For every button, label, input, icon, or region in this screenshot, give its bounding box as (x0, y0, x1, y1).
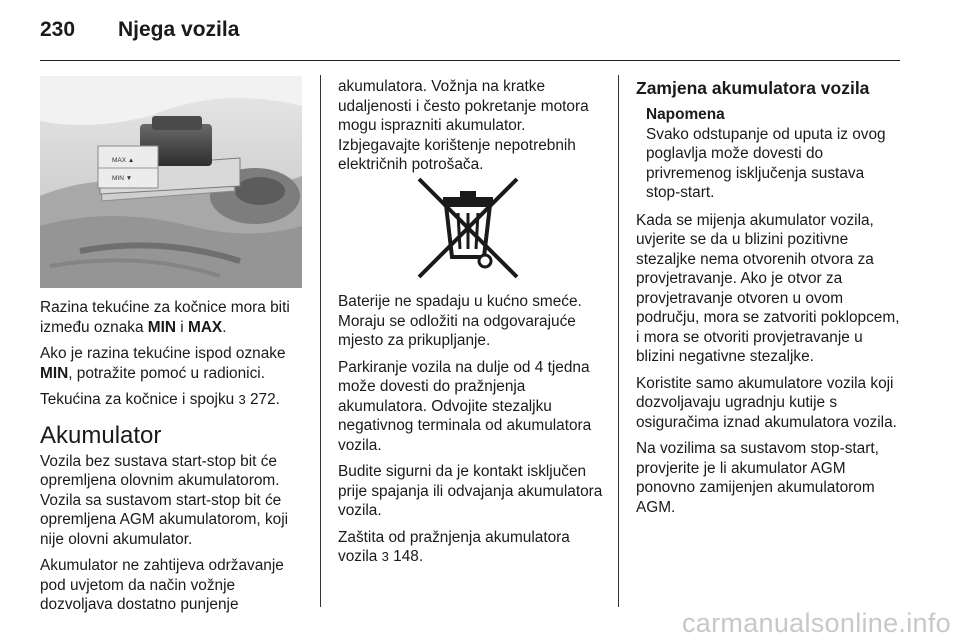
photo-caption: Razina tekućine za kočnice mora biti između oznaka MIN i MAX. (40, 299, 290, 336)
max-mark-label: MAX ▲ (112, 157, 135, 164)
column-2-lower (338, 292, 604, 574)
column-1 (40, 298, 306, 622)
column-3 (636, 77, 902, 524)
disposal-paragraph: Baterije ne spadaju u kućno smeće. Moraju se odložiti na odgovarajuće mjesto za prikupljanje. (338, 293, 582, 349)
ignition-paragraph: Budite sigurni da je kontakt isključen prije spajanja ili odvajanja akumulatora vozila. (338, 463, 603, 519)
discharge-paragraph: akumulatora. Vožnja na kratke udaljenosti i često pokretanje motora mogu isprazniti akumulator. (338, 78, 589, 134)
page-number: 230 (40, 18, 76, 41)
fluid-low-paragraph: Ako je razina tekućine ispod oznake MIN, potražite pomoć u radionici. (40, 345, 286, 382)
parking-paragraph: Parkiranje vozila na dulje od 4 tjedna može dovesti do pražnjenja akumulatora. Odvojite stezaljku negativnog terminala od akumulatora vozila. (338, 358, 592, 454)
protection-cross-reference: Zaštita od pražnjenja akumulatora vozila 3 148. (338, 528, 570, 565)
replacement-paragraph: Kada se mijenja akumulator vozila, uvjerite se da u blizini pozitivne stezaljke nema otvorenih otvora za provjetravanje. Ako je otvor za provjetravanje otvoren u ovom području, mora se zatvoriti poklopcem, i mora se otvoriti provjetravanje u blizini negativne stezaljke. (636, 211, 900, 365)
note-text: Svako odstupanje od uputa iz ovog poglavlja može dovesti do privremenog isključenja sustava stop-start. (646, 125, 886, 201)
subsection-title: Zamjena akumulatora vozila (636, 78, 870, 98)
maintenance-paragraph: Akumulator ne zahtijeva održavanje pod uvjetom da način vožnje dozvoljava dostatno punjenje (40, 557, 284, 613)
page-header (40, 14, 900, 54)
brake-fluid-reservoir-photo (40, 76, 302, 288)
page-title: Njega vozila (118, 18, 240, 41)
arrow-icon: 3 (381, 549, 389, 564)
section-title: Akumulator (40, 421, 162, 449)
note-box (636, 105, 902, 203)
crossed-out-bin-icon (413, 175, 523, 281)
min-mark-label: MIN ▼ (112, 175, 133, 182)
battery-type-paragraph: Vozila bez sustava start-stop bit će opremljena olovnim akumulatorom. Vozila sa sustavom start-stop bit će opremljena AGM akumulatorom, koji nije olovni akumulator. (40, 452, 289, 548)
column-divider-2 (618, 75, 619, 607)
header-divider (40, 60, 900, 61)
column-divider-1 (320, 75, 321, 607)
consumers-paragraph: Izbjegavajte korištenje nepotrebnih električnih potrošača. (338, 136, 576, 173)
watermark: carmanualsonline.info (682, 608, 951, 638)
fluid-cross-reference: Tekućina za kočnice i spojku 3 272. (40, 391, 280, 408)
fusebox-paragraph: Koristite samo akumulatore vozila koji dozvoljavaju ugradnju kutije s osiguračima iznad akumulatora vozila. (636, 374, 897, 431)
agm-paragraph: Na vozilima sa sustavom stop-start, provjerite je li akumulator AGM ponovno zamijenjen akumulatorom AGM. (636, 440, 879, 516)
note-title: Napomena (646, 106, 725, 123)
arrow-icon: 3 (238, 392, 246, 407)
column-2 (338, 77, 604, 182)
